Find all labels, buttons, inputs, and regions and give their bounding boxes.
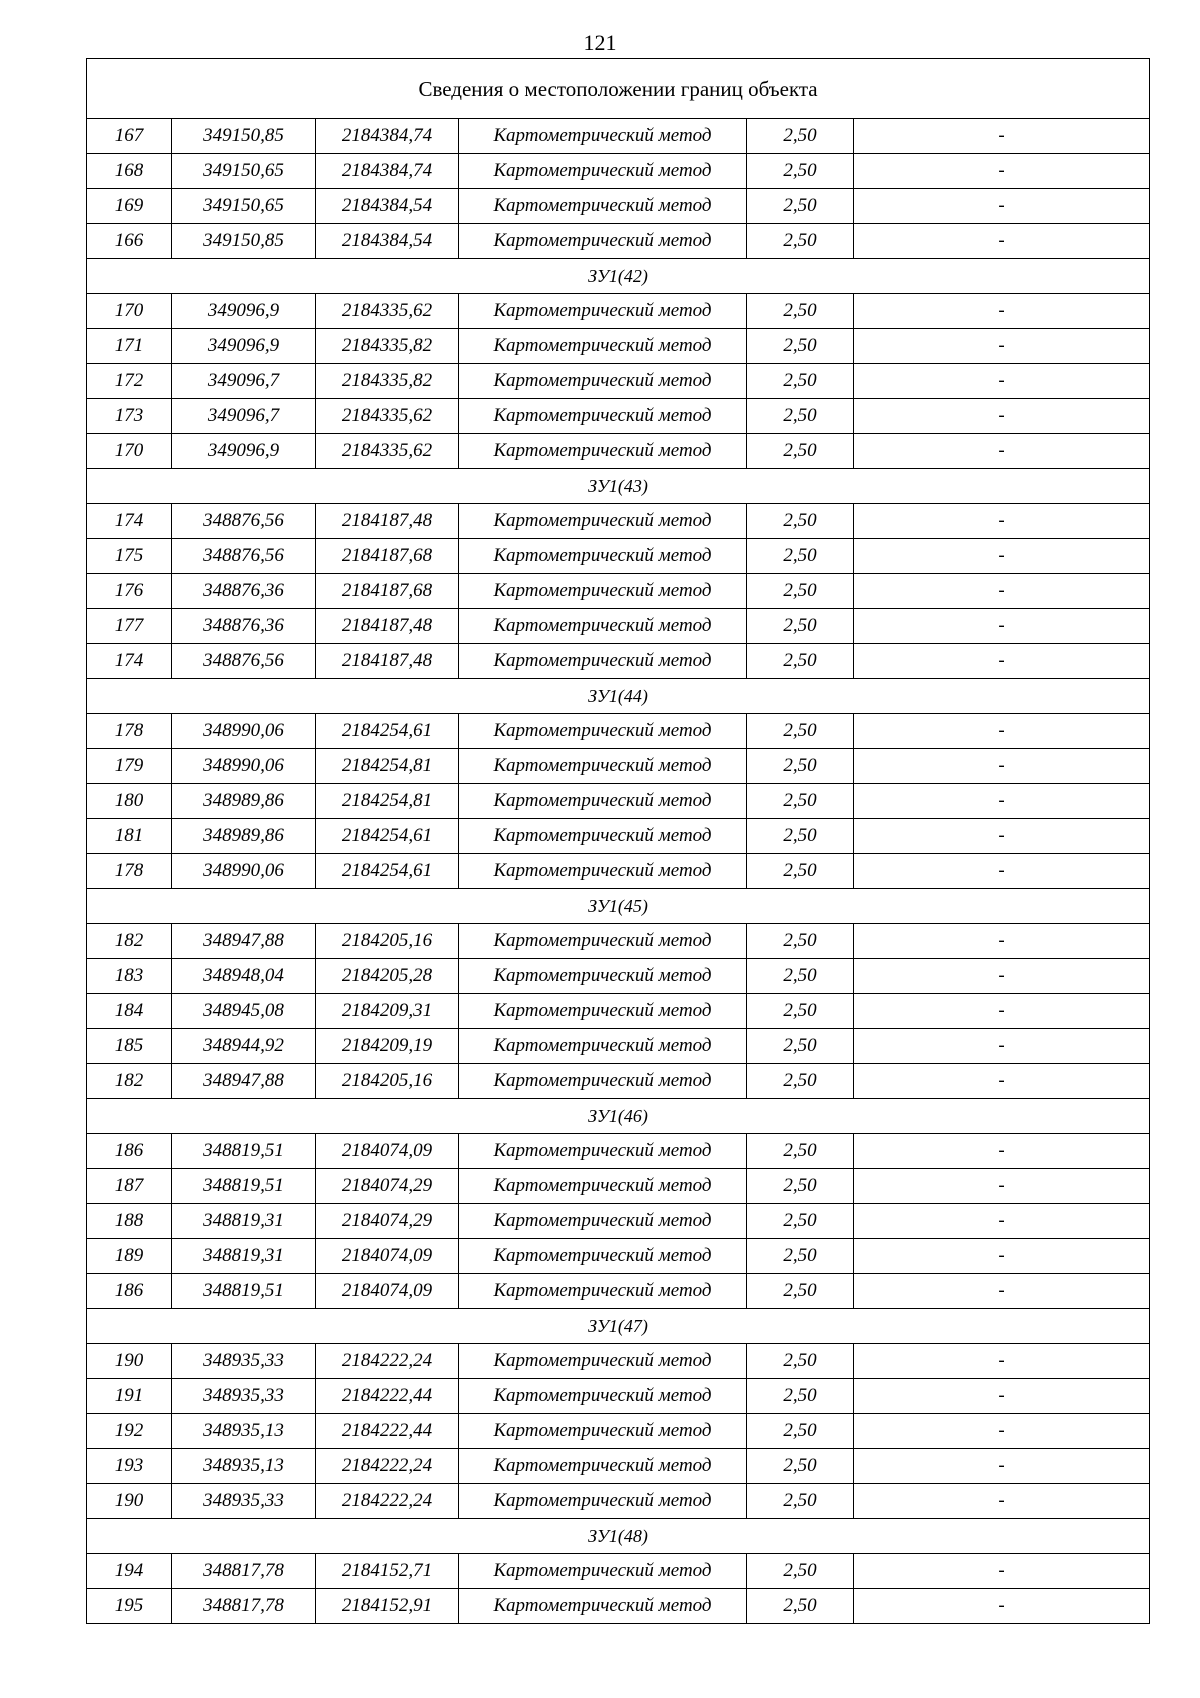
- y-coordinate-cell: 2184209,19: [316, 1029, 459, 1064]
- accuracy-cell: 2,50: [747, 1239, 854, 1274]
- description-cell: -: [854, 784, 1150, 819]
- table-row: [87, 1344, 1150, 1379]
- method-cell: Картометрический метод: [459, 1554, 747, 1589]
- point-number-cell: 170: [87, 294, 172, 329]
- x-coordinate-cell: 348947,88: [172, 1064, 316, 1099]
- method-cell: Картометрический метод: [459, 1589, 747, 1624]
- description-cell: -: [854, 1344, 1150, 1379]
- description-cell: -: [854, 1379, 1150, 1414]
- point-number-cell: 192: [87, 1414, 172, 1449]
- point-number-cell: 166: [87, 224, 172, 259]
- y-coordinate-cell: 2184222,24: [316, 1344, 459, 1379]
- description-cell: -: [854, 1239, 1150, 1274]
- description-cell: -: [854, 924, 1150, 959]
- y-coordinate-cell: 2184074,09: [316, 1134, 459, 1169]
- description-cell: -: [854, 1134, 1150, 1169]
- accuracy-cell: 2,50: [747, 294, 854, 329]
- point-number-cell: 169: [87, 189, 172, 224]
- point-number-cell: 172: [87, 364, 172, 399]
- description-cell: -: [854, 994, 1150, 1029]
- point-number-cell: 189: [87, 1239, 172, 1274]
- page-number: 121: [583, 30, 617, 55]
- table-row: [87, 1379, 1150, 1414]
- accuracy-cell: 2,50: [747, 1029, 854, 1064]
- x-coordinate-cell: 349150,65: [172, 189, 316, 224]
- accuracy-cell: 2,50: [747, 154, 854, 189]
- y-coordinate-cell: 2184384,74: [316, 154, 459, 189]
- x-coordinate-cell: 348876,56: [172, 644, 316, 679]
- method-cell: Картометрический метод: [459, 959, 747, 994]
- description-cell: -: [854, 819, 1150, 854]
- method-cell: Картометрический метод: [459, 1029, 747, 1064]
- section-header: ЗУ1(47): [87, 1309, 1150, 1344]
- method-cell: Картометрический метод: [459, 119, 747, 154]
- accuracy-cell: 2,50: [747, 119, 854, 154]
- section-header: ЗУ1(46): [87, 1099, 1150, 1134]
- description-cell: -: [854, 119, 1150, 154]
- description-cell: -: [854, 504, 1150, 539]
- description-cell: -: [854, 1554, 1150, 1589]
- accuracy-cell: 2,50: [747, 994, 854, 1029]
- table-row: [87, 154, 1150, 189]
- x-coordinate-cell: 348935,33: [172, 1484, 316, 1519]
- y-coordinate-cell: 2184384,74: [316, 119, 459, 154]
- table-row: [87, 1274, 1150, 1309]
- x-coordinate-cell: 348948,04: [172, 959, 316, 994]
- y-coordinate-cell: 2184222,24: [316, 1484, 459, 1519]
- point-number-cell: 178: [87, 854, 172, 889]
- section-header-row: [87, 1099, 1150, 1134]
- y-coordinate-cell: 2184254,61: [316, 854, 459, 889]
- method-cell: Картометрический метод: [459, 819, 747, 854]
- method-cell: Картометрический метод: [459, 609, 747, 644]
- accuracy-cell: 2,50: [747, 1484, 854, 1519]
- table-row: [87, 1064, 1150, 1099]
- y-coordinate-cell: 2184074,29: [316, 1169, 459, 1204]
- accuracy-cell: 2,50: [747, 329, 854, 364]
- y-coordinate-cell: 2184335,82: [316, 364, 459, 399]
- x-coordinate-cell: 348990,06: [172, 714, 316, 749]
- y-coordinate-cell: 2184222,44: [316, 1379, 459, 1414]
- description-cell: -: [854, 1414, 1150, 1449]
- table-row: [87, 1204, 1150, 1239]
- x-coordinate-cell: 348819,51: [172, 1274, 316, 1309]
- x-coordinate-cell: 348935,33: [172, 1379, 316, 1414]
- section-header: ЗУ1(45): [87, 889, 1150, 924]
- accuracy-cell: 2,50: [747, 644, 854, 679]
- y-coordinate-cell: 2184209,31: [316, 994, 459, 1029]
- accuracy-cell: 2,50: [747, 1344, 854, 1379]
- method-cell: Картометрический метод: [459, 1379, 747, 1414]
- description-cell: -: [854, 434, 1150, 469]
- section-header-row: [87, 679, 1150, 714]
- table-row: [87, 574, 1150, 609]
- x-coordinate-cell: 349096,7: [172, 364, 316, 399]
- x-coordinate-cell: 348819,51: [172, 1169, 316, 1204]
- point-number-cell: 181: [87, 819, 172, 854]
- y-coordinate-cell: 2184187,68: [316, 574, 459, 609]
- method-cell: Картометрический метод: [459, 994, 747, 1029]
- method-cell: Картометрический метод: [459, 644, 747, 679]
- method-cell: Картометрический метод: [459, 574, 747, 609]
- point-number-cell: 193: [87, 1449, 172, 1484]
- method-cell: Картометрический метод: [459, 714, 747, 749]
- description-cell: -: [854, 1274, 1150, 1309]
- x-coordinate-cell: 348935,13: [172, 1414, 316, 1449]
- accuracy-cell: 2,50: [747, 434, 854, 469]
- table-row: [87, 329, 1150, 364]
- accuracy-cell: 2,50: [747, 364, 854, 399]
- x-coordinate-cell: 349150,65: [172, 154, 316, 189]
- method-cell: Картометрический метод: [459, 1274, 747, 1309]
- method-cell: Картометрический метод: [459, 189, 747, 224]
- method-cell: Картометрический метод: [459, 504, 747, 539]
- description-cell: -: [854, 1169, 1150, 1204]
- x-coordinate-cell: 349150,85: [172, 119, 316, 154]
- accuracy-cell: 2,50: [747, 539, 854, 574]
- accuracy-cell: 2,50: [747, 959, 854, 994]
- point-number-cell: 195: [87, 1589, 172, 1624]
- method-cell: Картометрический метод: [459, 1169, 747, 1204]
- method-cell: Картометрический метод: [459, 1204, 747, 1239]
- point-number-cell: 187: [87, 1169, 172, 1204]
- y-coordinate-cell: 2184335,62: [316, 434, 459, 469]
- x-coordinate-cell: 348819,51: [172, 1134, 316, 1169]
- accuracy-cell: 2,50: [747, 854, 854, 889]
- description-cell: -: [854, 294, 1150, 329]
- method-cell: Картометрический метод: [459, 1134, 747, 1169]
- x-coordinate-cell: 349096,9: [172, 434, 316, 469]
- table-row: [87, 1029, 1150, 1064]
- x-coordinate-cell: 349096,9: [172, 329, 316, 364]
- y-coordinate-cell: 2184152,91: [316, 1589, 459, 1624]
- section-header: ЗУ1(44): [87, 679, 1150, 714]
- description-cell: -: [854, 854, 1150, 889]
- y-coordinate-cell: 2184254,61: [316, 714, 459, 749]
- y-coordinate-cell: 2184205,16: [316, 1064, 459, 1099]
- accuracy-cell: 2,50: [747, 924, 854, 959]
- accuracy-cell: 2,50: [747, 1449, 854, 1484]
- method-cell: Картометрический метод: [459, 784, 747, 819]
- point-number-cell: 179: [87, 749, 172, 784]
- description-cell: -: [854, 224, 1150, 259]
- x-coordinate-cell: 348876,36: [172, 574, 316, 609]
- section-header-row: [87, 469, 1150, 504]
- x-coordinate-cell: 349096,7: [172, 399, 316, 434]
- point-number-cell: 173: [87, 399, 172, 434]
- table-row: [87, 924, 1150, 959]
- y-coordinate-cell: 2184335,82: [316, 329, 459, 364]
- description-cell: -: [854, 574, 1150, 609]
- accuracy-cell: 2,50: [747, 574, 854, 609]
- section-header-row: [87, 1309, 1150, 1344]
- x-coordinate-cell: 348876,56: [172, 504, 316, 539]
- method-cell: Картометрический метод: [459, 1449, 747, 1484]
- y-coordinate-cell: 2184335,62: [316, 294, 459, 329]
- accuracy-cell: 2,50: [747, 1064, 854, 1099]
- table-row: [87, 1134, 1150, 1169]
- x-coordinate-cell: 348819,31: [172, 1239, 316, 1274]
- y-coordinate-cell: 2184074,09: [316, 1274, 459, 1309]
- point-number-cell: 190: [87, 1344, 172, 1379]
- table-row: [87, 1484, 1150, 1519]
- section-header: ЗУ1(42): [87, 259, 1150, 294]
- point-number-cell: 184: [87, 994, 172, 1029]
- y-coordinate-cell: 2184205,16: [316, 924, 459, 959]
- description-cell: -: [854, 364, 1150, 399]
- y-coordinate-cell: 2184254,81: [316, 749, 459, 784]
- description-cell: -: [854, 1484, 1150, 1519]
- y-coordinate-cell: 2184205,28: [316, 959, 459, 994]
- description-cell: -: [854, 189, 1150, 224]
- table-row: [87, 1414, 1150, 1449]
- accuracy-cell: 2,50: [747, 189, 854, 224]
- x-coordinate-cell: 348935,13: [172, 1449, 316, 1484]
- table-row: [87, 784, 1150, 819]
- accuracy-cell: 2,50: [747, 504, 854, 539]
- section-header-row: [87, 889, 1150, 924]
- y-coordinate-cell: 2184254,81: [316, 784, 459, 819]
- description-cell: -: [854, 644, 1150, 679]
- accuracy-cell: 2,50: [747, 1204, 854, 1239]
- point-number-cell: 174: [87, 644, 172, 679]
- table-row: [87, 294, 1150, 329]
- method-cell: Картометрический метод: [459, 434, 747, 469]
- x-coordinate-cell: 348947,88: [172, 924, 316, 959]
- section-header-row: [87, 259, 1150, 294]
- table-row: [87, 399, 1150, 434]
- y-coordinate-cell: 2184187,48: [316, 644, 459, 679]
- accuracy-cell: 2,50: [747, 1169, 854, 1204]
- description-cell: -: [854, 609, 1150, 644]
- point-number-cell: 191: [87, 1379, 172, 1414]
- point-number-cell: 168: [87, 154, 172, 189]
- y-coordinate-cell: 2184187,48: [316, 504, 459, 539]
- description-cell: -: [854, 1449, 1150, 1484]
- section-header: ЗУ1(43): [87, 469, 1150, 504]
- section-header: ЗУ1(48): [87, 1519, 1150, 1554]
- table-row: [87, 819, 1150, 854]
- table-row: [87, 959, 1150, 994]
- point-number-cell: 175: [87, 539, 172, 574]
- point-number-cell: 185: [87, 1029, 172, 1064]
- y-coordinate-cell: 2184074,29: [316, 1204, 459, 1239]
- point-number-cell: 180: [87, 784, 172, 819]
- table-row: [87, 504, 1150, 539]
- point-number-cell: 174: [87, 504, 172, 539]
- accuracy-cell: 2,50: [747, 1554, 854, 1589]
- y-coordinate-cell: 2184152,71: [316, 1554, 459, 1589]
- table-row: [87, 189, 1150, 224]
- boundary-coordinates-table: [86, 58, 1150, 1624]
- method-cell: Картометрический метод: [459, 539, 747, 574]
- x-coordinate-cell: 348876,56: [172, 539, 316, 574]
- table-row: [87, 224, 1150, 259]
- x-coordinate-cell: 348944,92: [172, 1029, 316, 1064]
- table-row: [87, 434, 1150, 469]
- table-row: [87, 609, 1150, 644]
- accuracy-cell: 2,50: [747, 1379, 854, 1414]
- point-number-cell: 170: [87, 434, 172, 469]
- x-coordinate-cell: 349096,9: [172, 294, 316, 329]
- point-number-cell: 194: [87, 1554, 172, 1589]
- description-cell: -: [854, 1064, 1150, 1099]
- method-cell: Картометрический метод: [459, 1064, 747, 1099]
- y-coordinate-cell: 2184187,68: [316, 539, 459, 574]
- y-coordinate-cell: 2184384,54: [316, 189, 459, 224]
- y-coordinate-cell: 2184187,48: [316, 609, 459, 644]
- accuracy-cell: 2,50: [747, 714, 854, 749]
- table-row: [87, 749, 1150, 784]
- x-coordinate-cell: 348989,86: [172, 819, 316, 854]
- y-coordinate-cell: 2184384,54: [316, 224, 459, 259]
- description-cell: -: [854, 329, 1150, 364]
- accuracy-cell: 2,50: [747, 749, 854, 784]
- table-row: [87, 1589, 1150, 1624]
- point-number-cell: 178: [87, 714, 172, 749]
- description-cell: -: [854, 959, 1150, 994]
- table-row: [87, 1169, 1150, 1204]
- accuracy-cell: 2,50: [747, 399, 854, 434]
- point-number-cell: 188: [87, 1204, 172, 1239]
- accuracy-cell: 2,50: [747, 1589, 854, 1624]
- method-cell: Картометрический метод: [459, 1344, 747, 1379]
- point-number-cell: 182: [87, 1064, 172, 1099]
- x-coordinate-cell: 348817,78: [172, 1554, 316, 1589]
- description-cell: -: [854, 1029, 1150, 1064]
- y-coordinate-cell: 2184254,61: [316, 819, 459, 854]
- x-coordinate-cell: 348990,06: [172, 854, 316, 889]
- accuracy-cell: 2,50: [747, 609, 854, 644]
- section-header-row: [87, 1519, 1150, 1554]
- method-cell: Картометрический метод: [459, 1239, 747, 1274]
- description-cell: -: [854, 154, 1150, 189]
- x-coordinate-cell: 348990,06: [172, 749, 316, 784]
- method-cell: Картометрический метод: [459, 1484, 747, 1519]
- point-number-cell: 183: [87, 959, 172, 994]
- accuracy-cell: 2,50: [747, 1274, 854, 1309]
- method-cell: Картометрический метод: [459, 294, 747, 329]
- point-number-cell: 182: [87, 924, 172, 959]
- table-body: [87, 59, 1150, 1624]
- table-row: [87, 539, 1150, 574]
- description-cell: -: [854, 1589, 1150, 1624]
- method-cell: Картометрический метод: [459, 399, 747, 434]
- accuracy-cell: 2,50: [747, 784, 854, 819]
- point-number-cell: 176: [87, 574, 172, 609]
- table-row: [87, 854, 1150, 889]
- y-coordinate-cell: 2184335,62: [316, 399, 459, 434]
- table-title-row: [87, 59, 1150, 119]
- accuracy-cell: 2,50: [747, 819, 854, 854]
- description-cell: -: [854, 1204, 1150, 1239]
- table-row: [87, 364, 1150, 399]
- accuracy-cell: 2,50: [747, 224, 854, 259]
- table-row: [87, 1239, 1150, 1274]
- method-cell: Картометрический метод: [459, 224, 747, 259]
- method-cell: Картометрический метод: [459, 1414, 747, 1449]
- method-cell: Картометрический метод: [459, 749, 747, 784]
- description-cell: -: [854, 714, 1150, 749]
- x-coordinate-cell: 349150,85: [172, 224, 316, 259]
- accuracy-cell: 2,50: [747, 1134, 854, 1169]
- point-number-cell: 177: [87, 609, 172, 644]
- x-coordinate-cell: 348819,31: [172, 1204, 316, 1239]
- method-cell: Картометрический метод: [459, 854, 747, 889]
- x-coordinate-cell: 348989,86: [172, 784, 316, 819]
- accuracy-cell: 2,50: [747, 1414, 854, 1449]
- table-row: [87, 1554, 1150, 1589]
- point-number-cell: 186: [87, 1134, 172, 1169]
- table-row: [87, 714, 1150, 749]
- table-row: [87, 119, 1150, 154]
- description-cell: -: [854, 749, 1150, 784]
- method-cell: Картометрический метод: [459, 154, 747, 189]
- table-row: [87, 644, 1150, 679]
- method-cell: Картометрический метод: [459, 364, 747, 399]
- x-coordinate-cell: 348876,36: [172, 609, 316, 644]
- table-row: [87, 1449, 1150, 1484]
- point-number-cell: 171: [87, 329, 172, 364]
- table-title: Сведения о местоположении границ объекта: [87, 59, 1150, 119]
- method-cell: Картометрический метод: [459, 924, 747, 959]
- x-coordinate-cell: 348817,78: [172, 1589, 316, 1624]
- description-cell: -: [854, 399, 1150, 434]
- x-coordinate-cell: 348945,08: [172, 994, 316, 1029]
- method-cell: Картометрический метод: [459, 329, 747, 364]
- x-coordinate-cell: 348935,33: [172, 1344, 316, 1379]
- point-number-cell: 190: [87, 1484, 172, 1519]
- point-number-cell: 167: [87, 119, 172, 154]
- table-row: [87, 994, 1150, 1029]
- point-number-cell: 186: [87, 1274, 172, 1309]
- y-coordinate-cell: 2184222,24: [316, 1449, 459, 1484]
- y-coordinate-cell: 2184222,44: [316, 1414, 459, 1449]
- description-cell: -: [854, 539, 1150, 574]
- y-coordinate-cell: 2184074,09: [316, 1239, 459, 1274]
